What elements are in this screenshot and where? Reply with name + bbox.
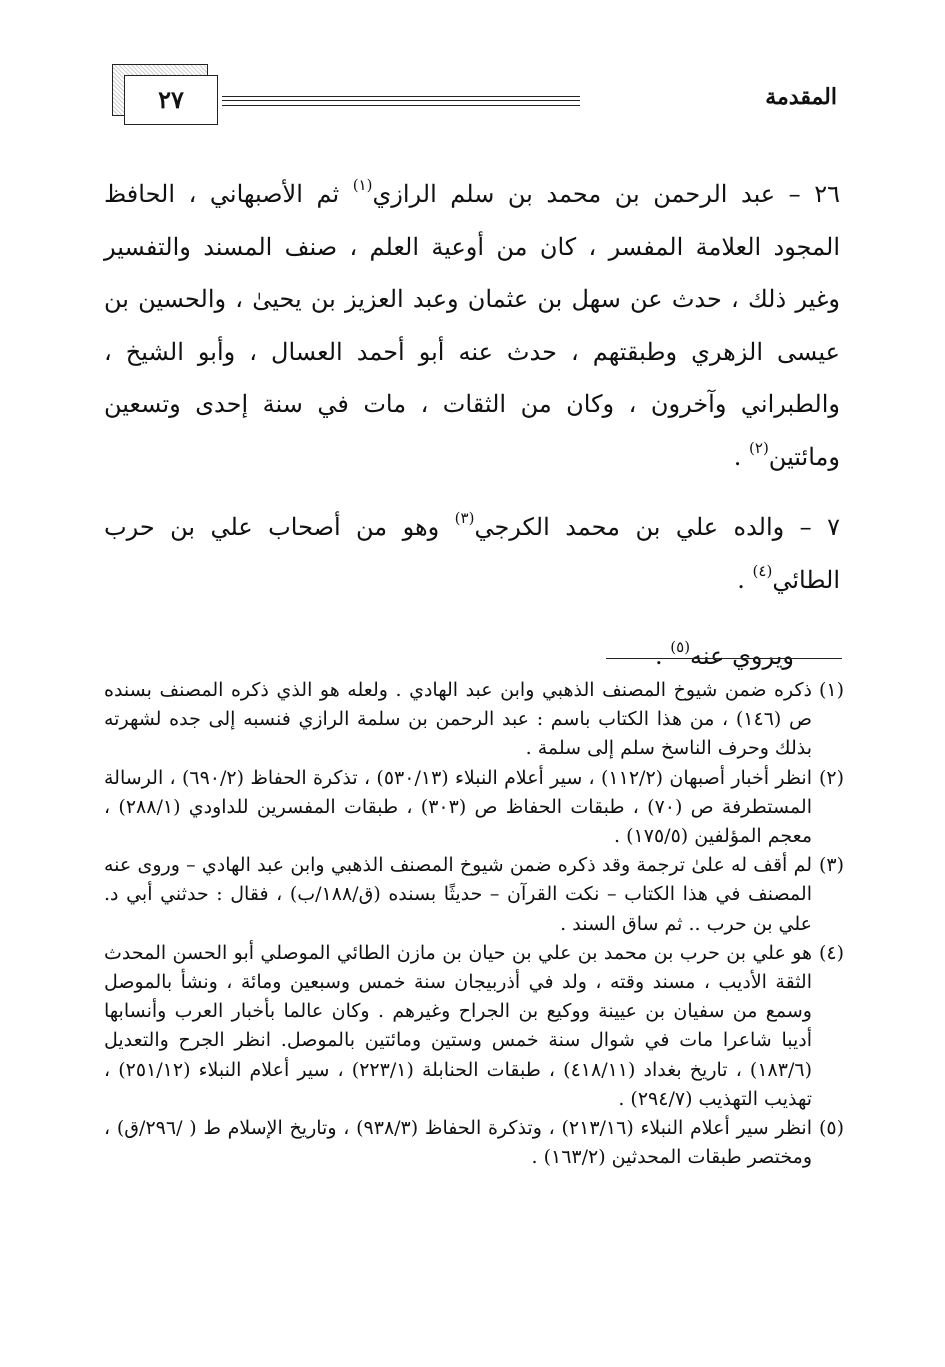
narrates-line [104,630,840,683]
footnote-2 [104,764,844,852]
footnote-number: (١) [818,679,844,701]
footnote-number: (٤) [818,941,844,964]
page-number: ٢٧ [158,85,184,114]
footnote-3 [104,851,844,939]
footnote-text: لم أقف له علىٰ ترجمة وقد ذكره ضمن شيوخ المصنف الذهبي وابن عبد الهادي – وروى عنه المصنف في هذا الكتاب – نكت القرآن – حديثًا بسنده (ق/١٨٨/ب) ، فقال : حدثني أبي د. علي بن حرب .. ثم ساق السند . [104,854,812,935]
footnote-ref-4: (٤) [752,561,773,580]
main-text [104,168,840,683]
header-rule [222,96,580,106]
footnote-ref-2: (٢) [749,438,769,457]
entry-7-body: وهو من أصحاب علي بن حرب الطائي [104,513,840,594]
footnote-number: (٣) [818,854,844,877]
footnote-4 [104,939,844,1114]
footnote-text: انظر سير أعلام النبلاء (٢١٣/١٦) ، وتذكرة الحفاظ (٩٣٨/٣) ، وتاريخ الإسلام ط ( /٢٩٦/ق) ، ومختصر طبقات المحدثين (١٦٣/٢) . [104,1117,812,1169]
footnote-ref-3: (٣) [454,509,475,527]
entry-7-end: . [737,565,745,594]
entry-7 [104,501,840,606]
entry-26-start: ٢٦ – عبد الرحمن بن محمد بن سلم الرازي [372,180,841,208]
entry-7-start: ٧ – والده علي بن محمد الكرجي [474,513,840,541]
footnote-text: ذكره ضمن شيوخ المصنف الذهبي وابن عبد الهادي . ولعله هو الذي ذكره المصنف بسنده ص (١٤٦) ، من هذا الكتاب باسم : عبد الرحمن بن سلمة الرازي فنسبه إلى جده لشهرته بذلك وحرف الناسخ سلم إلى سلمة . [104,679,812,760]
footnotes [104,676,844,1172]
footnote-separator [606,658,842,659]
footnote-ref-1: (١) [352,176,373,194]
narrates-text: ويروي عنه [690,642,794,670]
footnote-text: هو علي بن حرب بن محمد بن علي بن حيان بن مازن الطائي الموصلي أبو الحسن المحدث الثقة الأديب ، مسند وقته ، ولد في أذربيجان سنة خمس وسبعين ومائة ، ونشأ بالموصل وسمع من سفيان بن عيينة ووكيع بن الجراح وغيرهم . وكان عالما بأخبار العرب وأنسابها أديبا شاعرا مات في شوال سنة خمس وستين ومائتين بالموصل. انظر الجرح والتعديل (١٨٣/٦) ، تاريخ بغداد (٤١٨/١١) ، طبقات الحنابلة (٢٢٣/١) ، سير أعلام النبلاء (٢٥١/١٢) ، تهذيب التهذيب (٢٩٤/٧) . [104,941,812,1110]
entry-26 [104,168,840,483]
footnote-number: (٢) [818,766,844,789]
entry-26-end: . [733,442,742,471]
footnote-number: (٥) [818,1117,844,1140]
footnote-1 [104,676,844,764]
footnote-ref-5: (٥) [670,638,691,656]
narrates-end: . [654,642,663,670]
section-title: المقدمة [765,84,837,110]
footnote-5 [104,1114,844,1172]
footnote-text: انظر أخبار أصبهان (١١٢/٢) ، سير أعلام النبلاء (٥٣٠/١٣) ، تذكرة الحفاظ (٦٩٠/٢) ، الرسالة المستطرفة ص (٧٠) ، طبقات الحفاظ ص (٣٠٣) ، طبقات المفسرين للداودي (٢٨٨/١) ، معجم المؤلفين (١٧٥/٥) . [104,766,812,848]
entry-26-body: ثم الأصبهاني ، الحافظ المجود العلامة المفسر ، كان من أوعية العلم ، صنف المسند والتفسير وغير ذلك ، حدث عن سهل بن عثمان وعبد العزيز بن يحيىٰ ، والحسين بن عيسى الزهري وطبقتهم ، حدث عنه أبو أحمد العسال ، وأبو الشيخ ، والطبراني وآخرون ، وكان من الثقات ، مات في سنة إحدى وتسعين ومائتين [104,180,840,471]
